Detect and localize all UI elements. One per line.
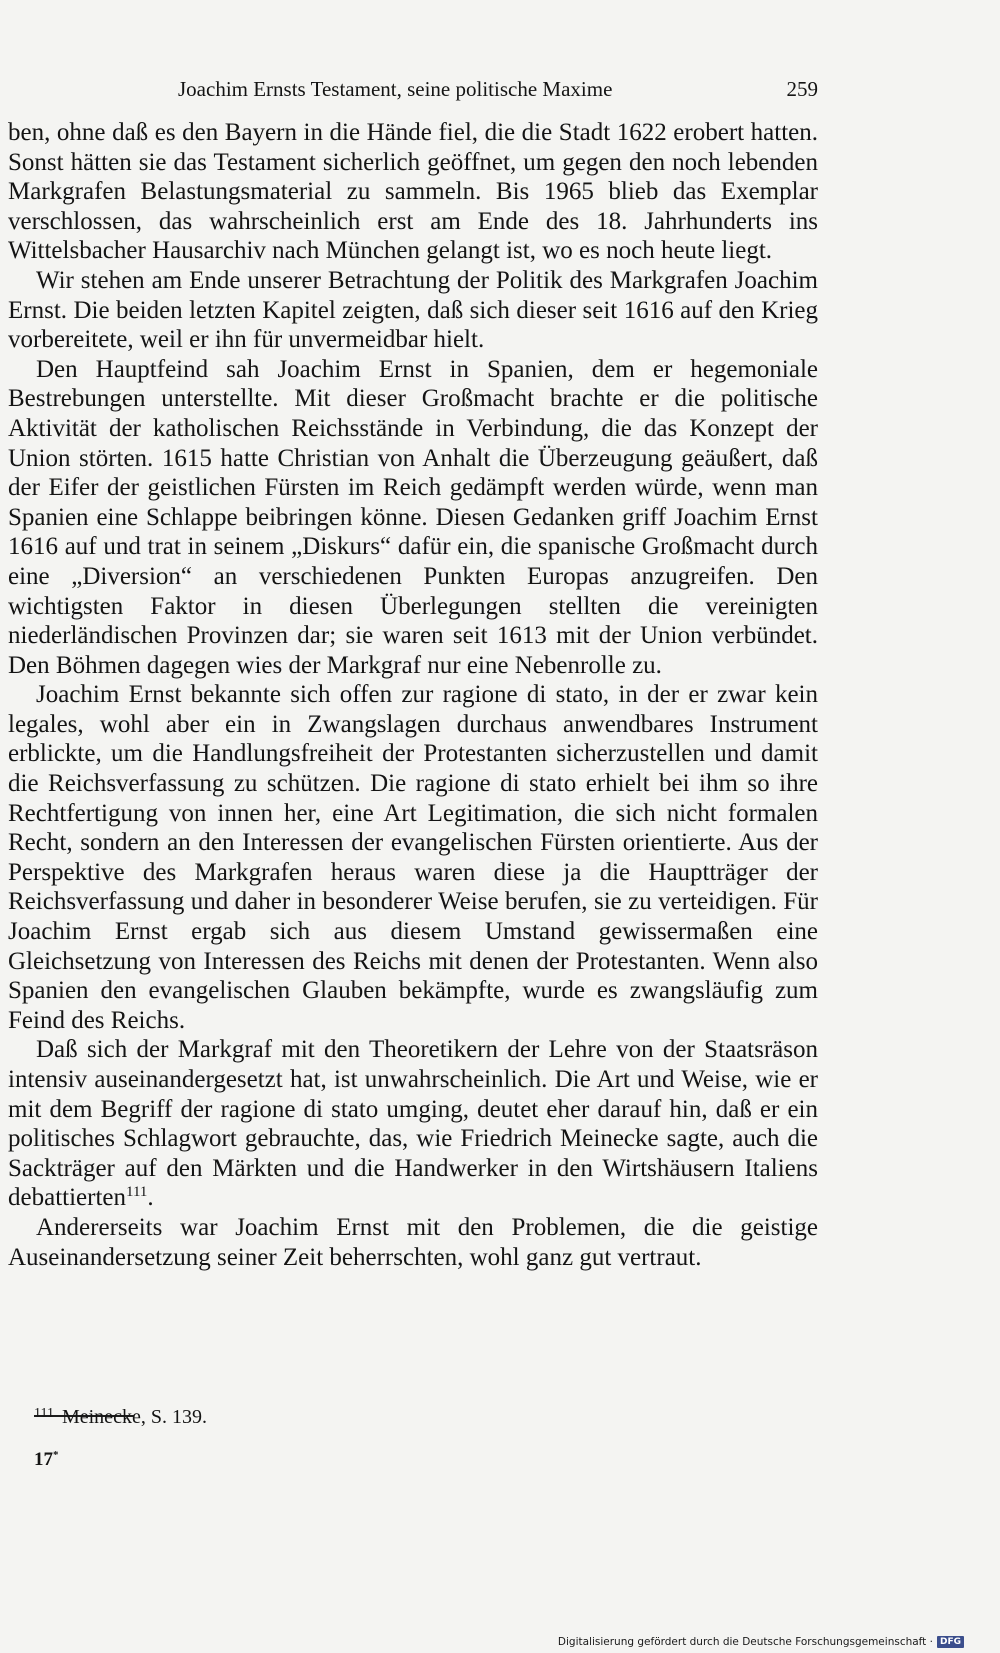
- body-text: [8, 118, 818, 1272]
- dfg-logo-icon: DFG: [937, 1636, 964, 1648]
- paragraph-2: Wir stehen am Ende unserer Betrachtung der Politik des Markgrafen Joachim Ernst. Die beiden letzten Kapitel zeigten, daß sich dieser seit 1616 auf den Krieg vorbereitete, weil er ihn für unvermeidbar hielt.: [8, 266, 818, 354]
- footnote-reference-tail: .: [147, 1184, 154, 1212]
- paragraph-4: Joachim Ernst bekannte sich offen zur ragione di stato, in der er zwar kein legales, wohl aber ein in Zwangslagen durchaus anwendbares Instrument erblickte, um die Handlungsfreiheit der Protestanten sicherzustellen und damit die Reichsverfassung zu schützen. Die ragione di stato erhielt bei ihm so ihre Rechtfertigung von innen her, eine Art Legitimation, die sich nicht formalen Recht, sondern an den Interessen der evangelischen Fürsten orientierte. Aus der Perspektive des Markgrafen heraus waren diese ja die Hauptträger der Reichsverfassung und daher in besonderer Weise berufen, sie zu verteidigen. Für Joachim Ernst ergab sich aus diesem Umstand gewissermaßen eine Gleichsetzung von Interessen des Reichs mit denen der Protestanten. Wenn also Spanien den evangelischen Glauben bekämpfte, wurde es zwangsläufig zum Feind des Reichs.: [8, 681, 818, 1034]
- paragraph-3: Den Hauptfeind sah Joachim Ernst in Spanien, dem er hegemoniale Bestrebungen unterstellte. Mit dieser Großmacht brachte er die politische Aktivität der katholischen Reichsstände in Verbindung, die das Konzept der Union störten. 1615 hatte Christian von Anhalt die Überzeugung geäußert, daß der Eifer der geistlichen Fürsten im Reich gedämpft werden würde, wenn man Spanien eine Schlappe beibringen könne. Diesen Gedanken griff Joachim Ernst 1616 auf und trat in seinem „Diskurs“ dafür ein, die spanische Großmacht durch eine „Diversion“ an verschiedenen Punkten Europas anzugreifen. Den wichtigsten Faktor in diesen Überlegungen stellten die vereinigten niederländischen Provinzen dar; sie waren seit 1613 mit der Union verbündet. Den Böhmen dagegen wies der Markgraf nur eine Nebenrolle zu.: [8, 355, 818, 679]
- signature-number: 17: [34, 1449, 53, 1470]
- paragraph-6: Andererseits war Joachim Ernst mit den Problemen, die die geistige Auseinandersetzung seiner Zeit beherrschten, wohl ganz gut vertraut.: [8, 1213, 818, 1271]
- credit-text: Digitalisierung gefördert durch die Deutsche Forschungsgemeinschaft ·: [557, 1636, 933, 1648]
- page-number: 259: [786, 77, 818, 101]
- running-title: Joachim Ernsts Testament, seine politische Maxime: [178, 77, 613, 101]
- paragraph-5-text: Daß sich der Markgraf mit den Theoretikern der Lehre von der Staatsräson intensiv auseinandergesetzt hat, ist unwahrscheinlich. Die Art und Weise, wie er mit dem Begriff der ragione di stato umging, deutet eher darauf hin, daß er ein politisches Schlagwort gebrauchte, das, wie Friedrich Meinecke sagte, auch die Sackträger auf den Märkten und die Handwerker in den Wirtshäusern Italiens debattierten: [8, 1036, 818, 1212]
- printer-signature: [34, 1448, 59, 1472]
- footnote: [34, 1404, 207, 1430]
- digitization-credit: [558, 1635, 964, 1649]
- footnote-number: 111: [34, 1406, 54, 1421]
- signature-mark: *: [53, 1449, 59, 1461]
- footnote-text: Meinecke, S. 139.: [61, 1406, 207, 1428]
- paragraph-5: [8, 1035, 818, 1213]
- footnote-reference[interactable]: 111: [126, 1184, 148, 1201]
- paragraph-1: ben, ohne daß es den Bayern in die Hände fiel, die die Stadt 1622 erobert hatten. Sonst hätten sie das Testament sicherlich geöffnet, um gegen den noch lebenden Markgrafen Belastungsmaterial zu sammeln. Bis 1965 blieb das Exemplar verschlossen, das wahrscheinlich erst am Ende des 18. Jahrhunderts ins Wittelsbacher Hausarchiv nach München gelangt ist, wo es noch heute liegt.: [8, 119, 818, 265]
